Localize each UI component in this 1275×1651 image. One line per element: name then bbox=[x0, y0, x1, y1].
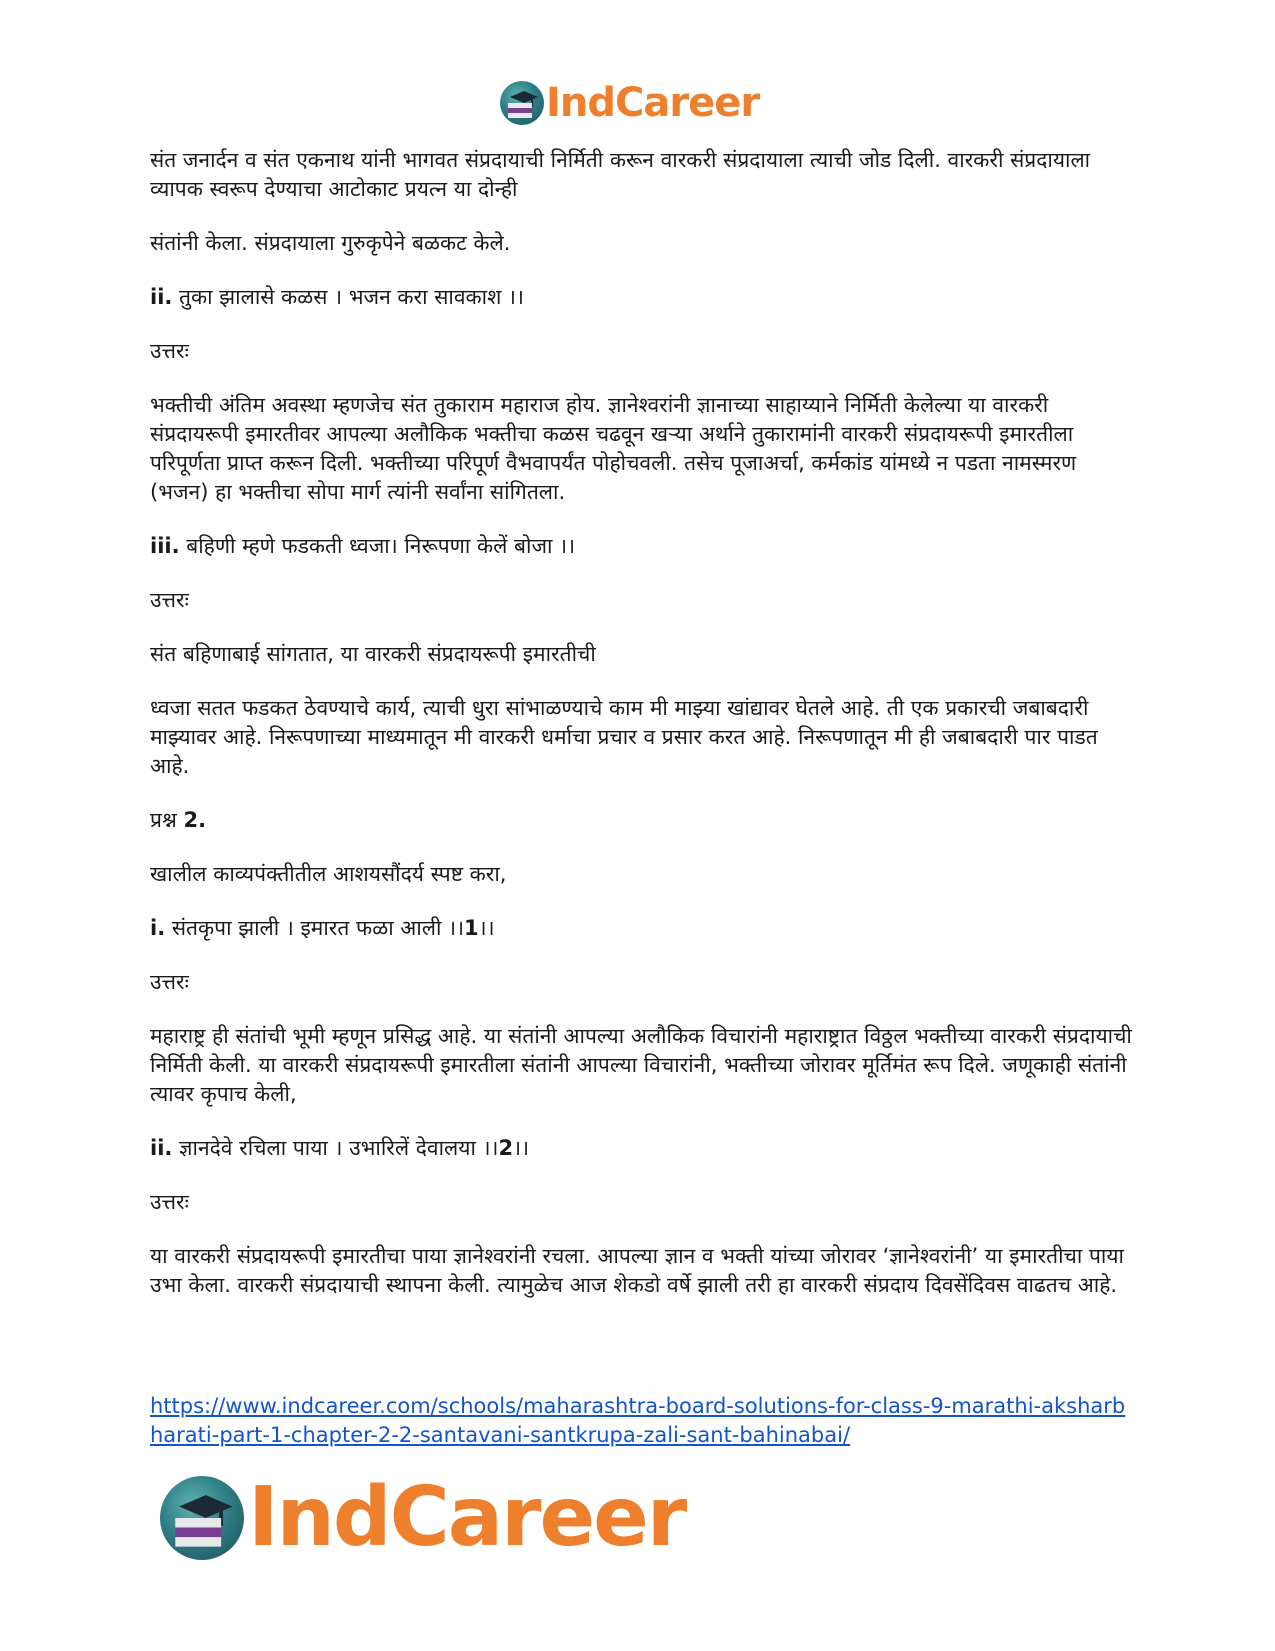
paragraph bbox=[150, 391, 1135, 507]
answer-label bbox=[150, 968, 1135, 997]
verse-heading bbox=[150, 283, 1135, 312]
answer-label-text: उत्तरः bbox=[150, 339, 189, 363]
paragraph bbox=[150, 229, 1135, 258]
verse-text: बहिणी म्हणे फडकती ध्वजा। निरूपणा केलें बोजा ।। bbox=[179, 534, 576, 558]
verse-number: 1 bbox=[464, 916, 479, 940]
answer-label bbox=[150, 1188, 1135, 1217]
answer-label bbox=[150, 337, 1135, 366]
answer-label bbox=[150, 586, 1135, 615]
text: संतांनी केला. संप्रदायाला गुरुकृपेने बळकट केले. bbox=[150, 231, 511, 255]
verse-end: ।। bbox=[478, 916, 495, 940]
paragraph bbox=[150, 1242, 1135, 1300]
paragraph bbox=[150, 146, 1135, 204]
verse-heading bbox=[150, 532, 1135, 561]
indcareer-logo-icon bbox=[500, 81, 544, 125]
footer-logo bbox=[160, 1470, 685, 1566]
verse-end: ।। bbox=[513, 1136, 530, 1160]
text: ध्वजा सतत फडकत ठेवण्याचे कार्य, त्याची धुरा सांभाळण्याचे काम मी माझ्या खांद्यावर घेतले आहे. ती एक प्रकारची जबाबदारी माझ्यावर आहे. निरूपणाच्या माध्यमातून मी वारकरी धर्माचा प्रचार व प्रसार करत आहे. निरूपणातून मी ही जबाबदारी पार पाडत आहे. bbox=[150, 696, 1098, 778]
item-number: ii. bbox=[150, 1136, 173, 1160]
question-heading bbox=[150, 806, 1135, 835]
source-link-block bbox=[150, 1392, 1135, 1450]
text: संत बहिणाबाई सांगतात, या वारकरी संप्रदायरूपी इमारतीची bbox=[150, 642, 596, 666]
item-number: iii. bbox=[150, 534, 180, 558]
verse-heading bbox=[150, 914, 1135, 943]
paragraph bbox=[150, 640, 1135, 669]
question-number: 2. bbox=[183, 808, 207, 832]
text: महाराष्ट्र ही संतांची भूमी म्हणून प्रसिद्ध आहे. या संतांनी आपल्या अलौकिक विचारांनी महाराष्ट्रात विठ्ठल भक्तीच्या वारकरी संप्रदायाची निर्मिती केली. या वारकरी संप्रदायरूपी इमारतीला संतांनी आपल्या विचारांनी, भक्तीच्या जोरावर मूर्तिमंत रूप दिले. जणूकाही संतांनी त्यावर कृपाच केली, bbox=[150, 1024, 1132, 1106]
answer-label-text: उत्तरः bbox=[150, 588, 189, 612]
verse-text: तुका झालासे कळस । भजन करा सावकाश ।। bbox=[172, 285, 524, 309]
question-label: प्रश्न bbox=[150, 808, 184, 832]
header-logo bbox=[500, 78, 759, 128]
instruction bbox=[150, 860, 1135, 889]
brand-name: IndCareer bbox=[248, 1470, 686, 1565]
text: या वारकरी संप्रदायरूपी इमारतीचा पाया ज्ञानेश्वरांनी रचला. आपल्या ज्ञान व भक्ती यांच्या जोरावर ‘ज्ञानेश्वरांनी’ या इमारतीचा पाया उभा केला. वारकरी संप्रदायाची स्थापना केली. त्यामुळेच आज शेकडो वर्षे झाली तरी हा वारकरी संप्रदाय दिवसेंदिवस वाढतच आहे. bbox=[150, 1244, 1124, 1297]
brand-name: IndCareer bbox=[546, 80, 760, 126]
item-number: i. bbox=[150, 916, 166, 940]
source-link[interactable]: https://www.indcareer.com/schools/maharashtra-board-solutions-for-class-9-marathi-aksharbharati-part-1-chapter-2-2-santavani-santkrupa-zali-sant-bahinabai/ bbox=[150, 1394, 1126, 1447]
text: भक्तीची अंतिम अवस्था म्हणजेच संत तुकाराम महाराज होय. ज्ञानेश्वरांनी ज्ञानाच्या साहाय्याने निर्मिती केलेल्या या वारकरी संप्रदायरूपी इमारतीवर आपल्या अलौकिक भक्तीचा कळस चढवून खऱ्या अर्थाने तुकारामांनी वारकरी संप्रदायरूपी इमारतीला परिपूर्णता प्राप्त करून दिली. भक्तीच्या परिपूर्ण वैभवापर्यंत पोहोचवली. तसेच पूजाअर्चा, कर्मकांड यांमध्ये न पडता नामस्मरण (भजन) हा भक्तीचा सोपा मार्ग त्यांनी सर्वांना सांगितला. bbox=[150, 393, 1077, 504]
verse-number: 2 bbox=[498, 1136, 514, 1160]
text: संत जनार्दन व संत एकनाथ यांनी भागवत संप्रदायाची निर्मिती करून वारकरी संप्रदायाला त्याची जोड दिली. वारकरी संप्रदायाला व्यापक स्वरूप देण्याचा आटोकाट प्रयत्न या दोन्ही bbox=[150, 148, 1091, 201]
verse-text: संतकृपा झाली । इमारत फळा आली ।। bbox=[165, 916, 465, 940]
answer-label-text: उत्तरः bbox=[150, 1190, 189, 1214]
text: खालील काव्यपंक्तीतील आशयसौंदर्य स्पष्ट करा, bbox=[150, 862, 507, 886]
verse-heading bbox=[150, 1134, 1135, 1163]
answer-label-text: उत्तरः bbox=[150, 970, 189, 994]
paragraph bbox=[150, 694, 1135, 781]
item-number: ii. bbox=[150, 285, 173, 309]
main-content bbox=[150, 146, 1135, 1325]
indcareer-logo-icon bbox=[160, 1476, 244, 1560]
paragraph bbox=[150, 1022, 1135, 1109]
verse-text: ज्ञानदेवे रचिला पाया । उभारिलें देवालया ।। bbox=[172, 1136, 499, 1160]
